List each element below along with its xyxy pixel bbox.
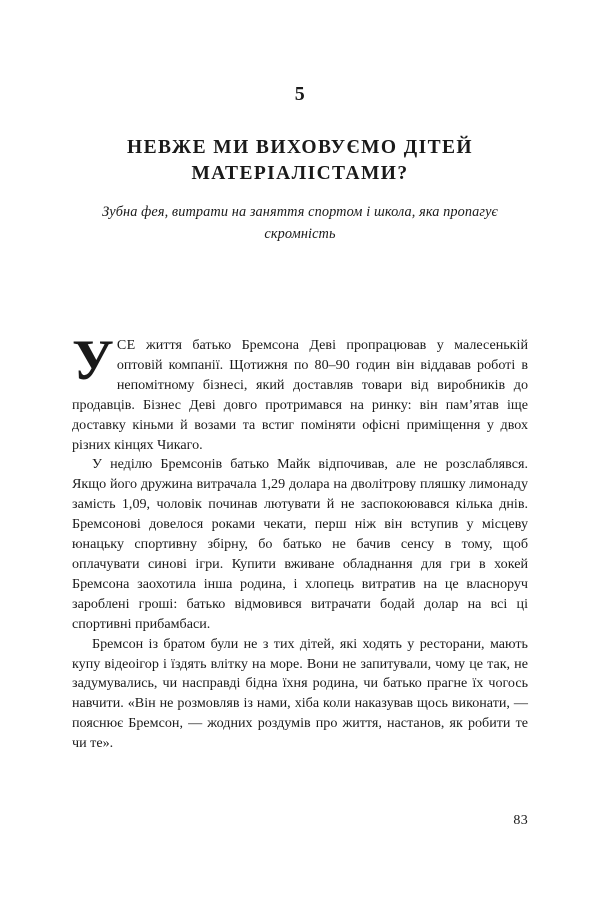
body-text: [72, 329, 528, 754]
page-number: 83: [513, 813, 528, 828]
opening-small-caps: СЕ: [116, 337, 136, 353]
paragraph: [72, 329, 528, 455]
paragraph: У неділю Бремсонів батько Майк відпочивав, але не розслаблявся. Якщо його дружина витрачала 1,29 долара на дволітрову пляшку лимонаду замість 1,09, чоловік починав лютувати й не заспокоювався кілька днів. Бремсонові довелося роками чекати, перш ніж він вступив у місцеву юнацьку спортивну збірну, бо батько не бачив сенсу в тому, щоб оплачувати синові ігри. Купити вживане обладнання для гри в хокей Бремсона заохотила інша родина, і хлопець витратив на це власноруч зароблені гроші: батько відмовився витрачати бодай долар на всі ці спортивні прибамбаси.: [72, 456, 528, 632]
chapter-title: НЕВЖЕ МИ ВИХОВУЄМО ДІТЕЙ МАТЕРІАЛІСТАМИ?: [127, 137, 473, 184]
chapter-number: 5: [294, 83, 306, 105]
chapter-header: [72, 84, 528, 245]
paragraph: Бремсон із братом були не з тих дітей, які ходять у ресторани, мають купу відеоігор і їздять влітку на море. Вони не запитували, чому це так, не задумувались, чи насправді бідна їхня родина, чи батько прагне їх чогось навчити. «Він не розмовляв із нами, хіба коли наказував щось виконати, — пояснює Бремсон, — жодних роздумів про життя, настанов, як робити те чи те».: [72, 635, 528, 752]
drop-cap: У: [72, 329, 114, 392]
paragraph-text: життя батько Бремсона Деві пропрацював у малесенькій оптовій компанії. Щотижня по 80–90 годин він віддавав роботі в непомітному бізнесі, який доставляв товари від виробників до продавців. Бізнес Деві довго протримався на ринку: він пам’ятав іще доставку кіньми й возами та встиг поміняти офісні приміщення у двох різних кінцях Чикаго.: [72, 337, 528, 453]
chapter-subtitle: Зубна фея, витрати на заняття спортом і школа, яка пропагує скромність: [102, 204, 498, 242]
